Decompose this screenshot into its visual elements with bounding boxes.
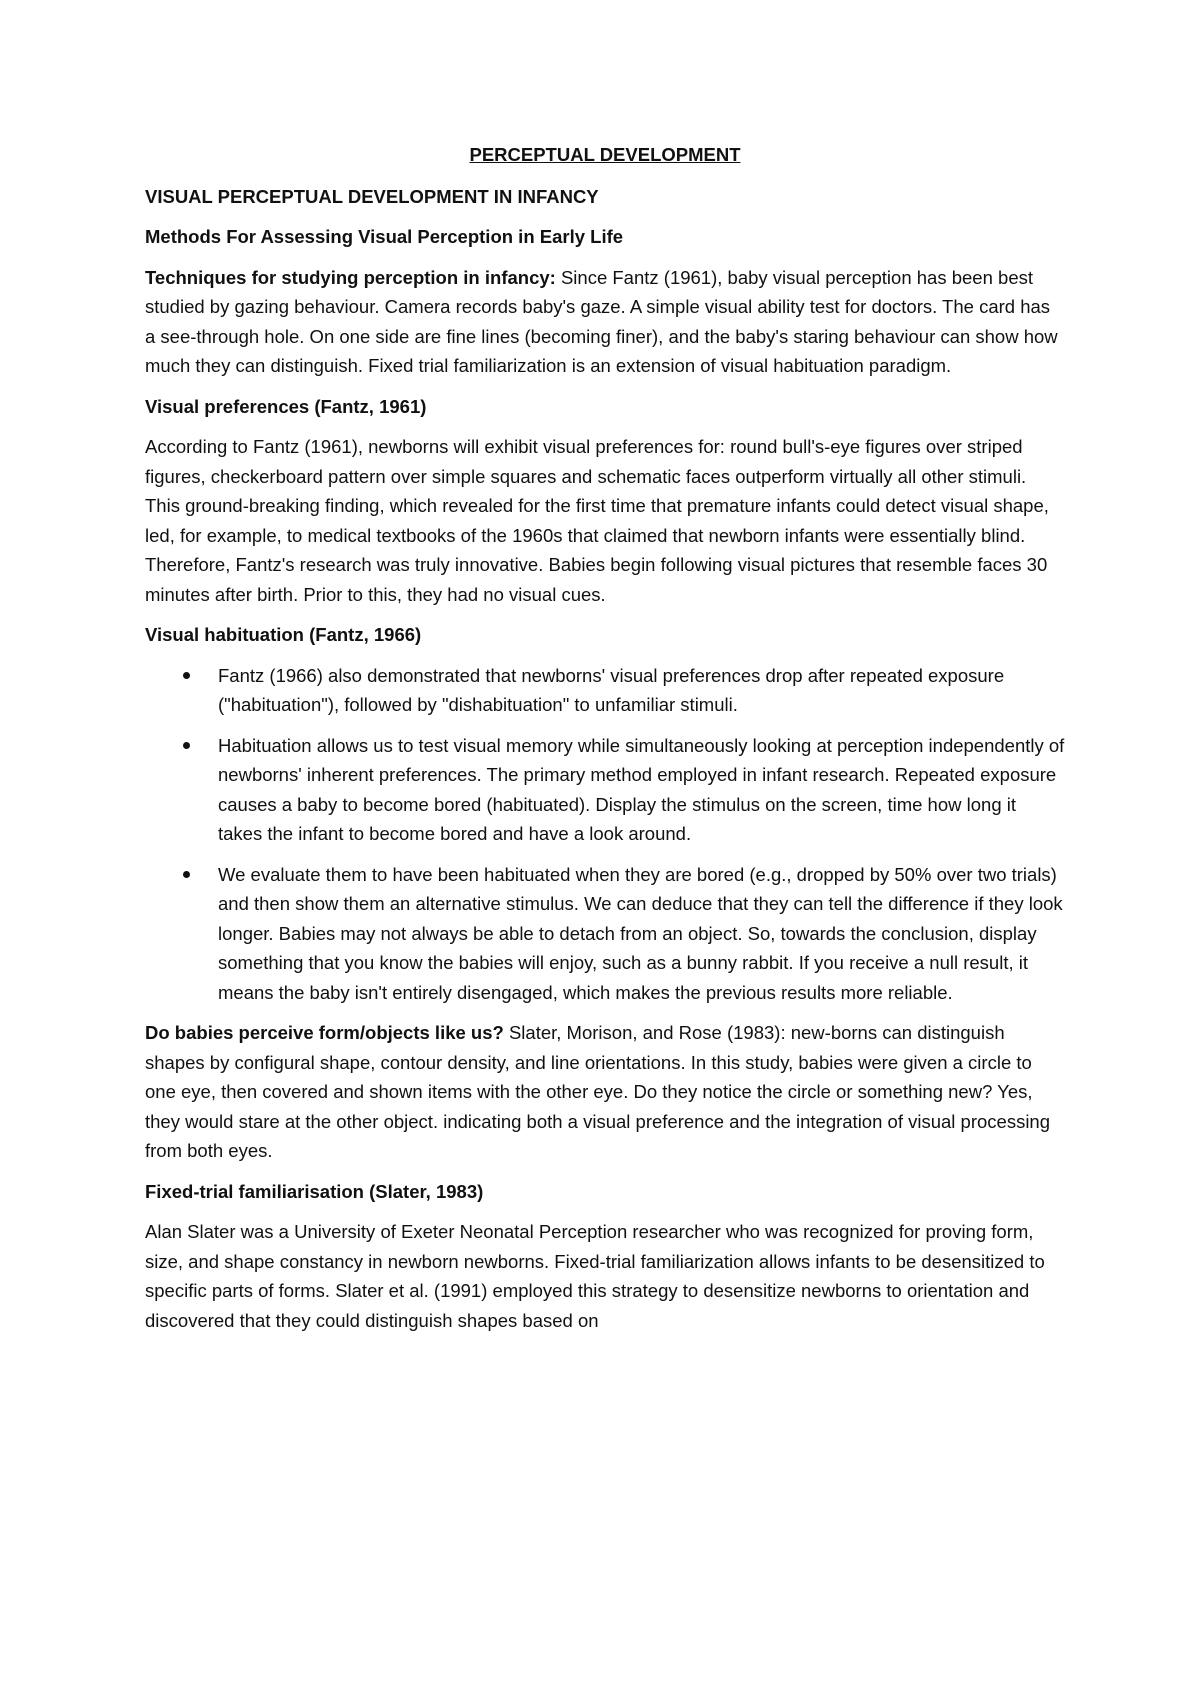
habituation-bullet-list — [145, 661, 1065, 1008]
techniques-text: Since Fantz (1961), baby visual perception has been best studied by gazing behaviour. Camera records baby's gaze. A simple visual ability test for doctors. The card has a see-through hole. On one side are fine lines (becoming finer), and the baby's staring behaviour can show how much they can distinguish. Fixed trial familiarization is an extension of visual habituation paradigm. — [145, 266, 1058, 376]
list-item-text: We evaluate them to have been habituated when they are bored (e.g., dropped by 50% over two trials) and then show them an alternative stimulus. We can deduce that they can tell the difference if they look longer. Babies may not always be able to detach from an object. So, towards the conclusion, display something that you know the babies will enjoy, such as a bunny rabbit. If you receive a null result, it means the baby isn't entirely disengaged, which makes the previous results more reliable. — [218, 863, 1063, 1003]
form-objects-paragraph — [145, 1018, 1065, 1166]
list-item-text: Fantz (1966) also demonstrated that newborns' visual preferences drop after repeated exposure ("habituation"), followed by "dishabituation" to unfamiliar stimuli. — [218, 664, 1005, 715]
document-title: PERCEPTUAL DEVELOPMENT — [469, 144, 741, 165]
list-item — [145, 731, 1065, 849]
visual-preferences-heading: Visual preferences (Fantz, 1961) — [145, 395, 427, 417]
document-page — [145, 140, 1065, 1346]
form-objects-text: Slater, Morison, and Rose (1983): new-borns can distinguish shapes by configural shape, contour density, and line orientations. In this study, babies were given a circle to one eye, then covered and shown items with the other eye. Do they notice the circle or something new? Yes, they would stare at the other object. indicating both a visual preference and the integration of visual processing from both eyes. — [145, 1022, 1051, 1161]
bullet-icon — [183, 871, 190, 878]
fixed-trial-paragraph: Alan Slater was a University of Exeter Neonatal Perception researcher who was recognized for proving form, size, and shape constancy in newborn newborns. Fixed-trial familiarization allows infants to be desensitized to specific parts of forms. Slater et al. (1991) employed this strategy to desensitize newborns to orientation and discovered that they could distinguish shapes based on — [145, 1221, 1045, 1331]
list-item — [145, 661, 1065, 720]
techniques-lead: Techniques for studying perception in infancy: — [145, 266, 556, 288]
bullet-icon — [183, 672, 190, 679]
list-item-text: Habituation allows us to test visual memory while simultaneously looking at perception independently of newborns' inherent preferences. The primary method employed in infant research. Repeated exposure causes a baby to become bored (habituated). Display the stimulus on the screen, time how long it takes the infant to become bored and have a look around. — [218, 734, 1065, 844]
visual-habituation-heading: Visual habituation (Fantz, 1966) — [145, 624, 422, 645]
bullet-icon — [183, 742, 190, 749]
subsection-heading: Methods For Assessing Visual Perception in Early Life — [145, 226, 624, 247]
fixed-trial-heading: Fixed-trial familiarisation (Slater, 1983) — [145, 1180, 484, 1202]
section-heading: VISUAL PERCEPTUAL DEVELOPMENT IN INFANCY — [145, 185, 599, 207]
visual-preferences-paragraph: According to Fantz (1961), newborns will exhibit visual preferences for: round bull's-eye figures over striped figures, checkerboard pattern over simple squares and schematic faces outperform virtually all other stimuli. This ground-breaking finding, which revealed for the first time that premature infants could detect visual shape, led, for example, to medical textbooks of the 1960s that claimed that newborn infants were essentially blind. Therefore, Fantz's research was truly innovative. Babies begin following visual pictures that resemble faces 30 minutes after birth. Prior to this, they had no visual cues. — [145, 436, 1049, 605]
techniques-paragraph — [145, 263, 1065, 381]
form-objects-lead: Do babies perceive form/objects like us? — [145, 1022, 504, 1043]
list-item — [145, 860, 1065, 1008]
